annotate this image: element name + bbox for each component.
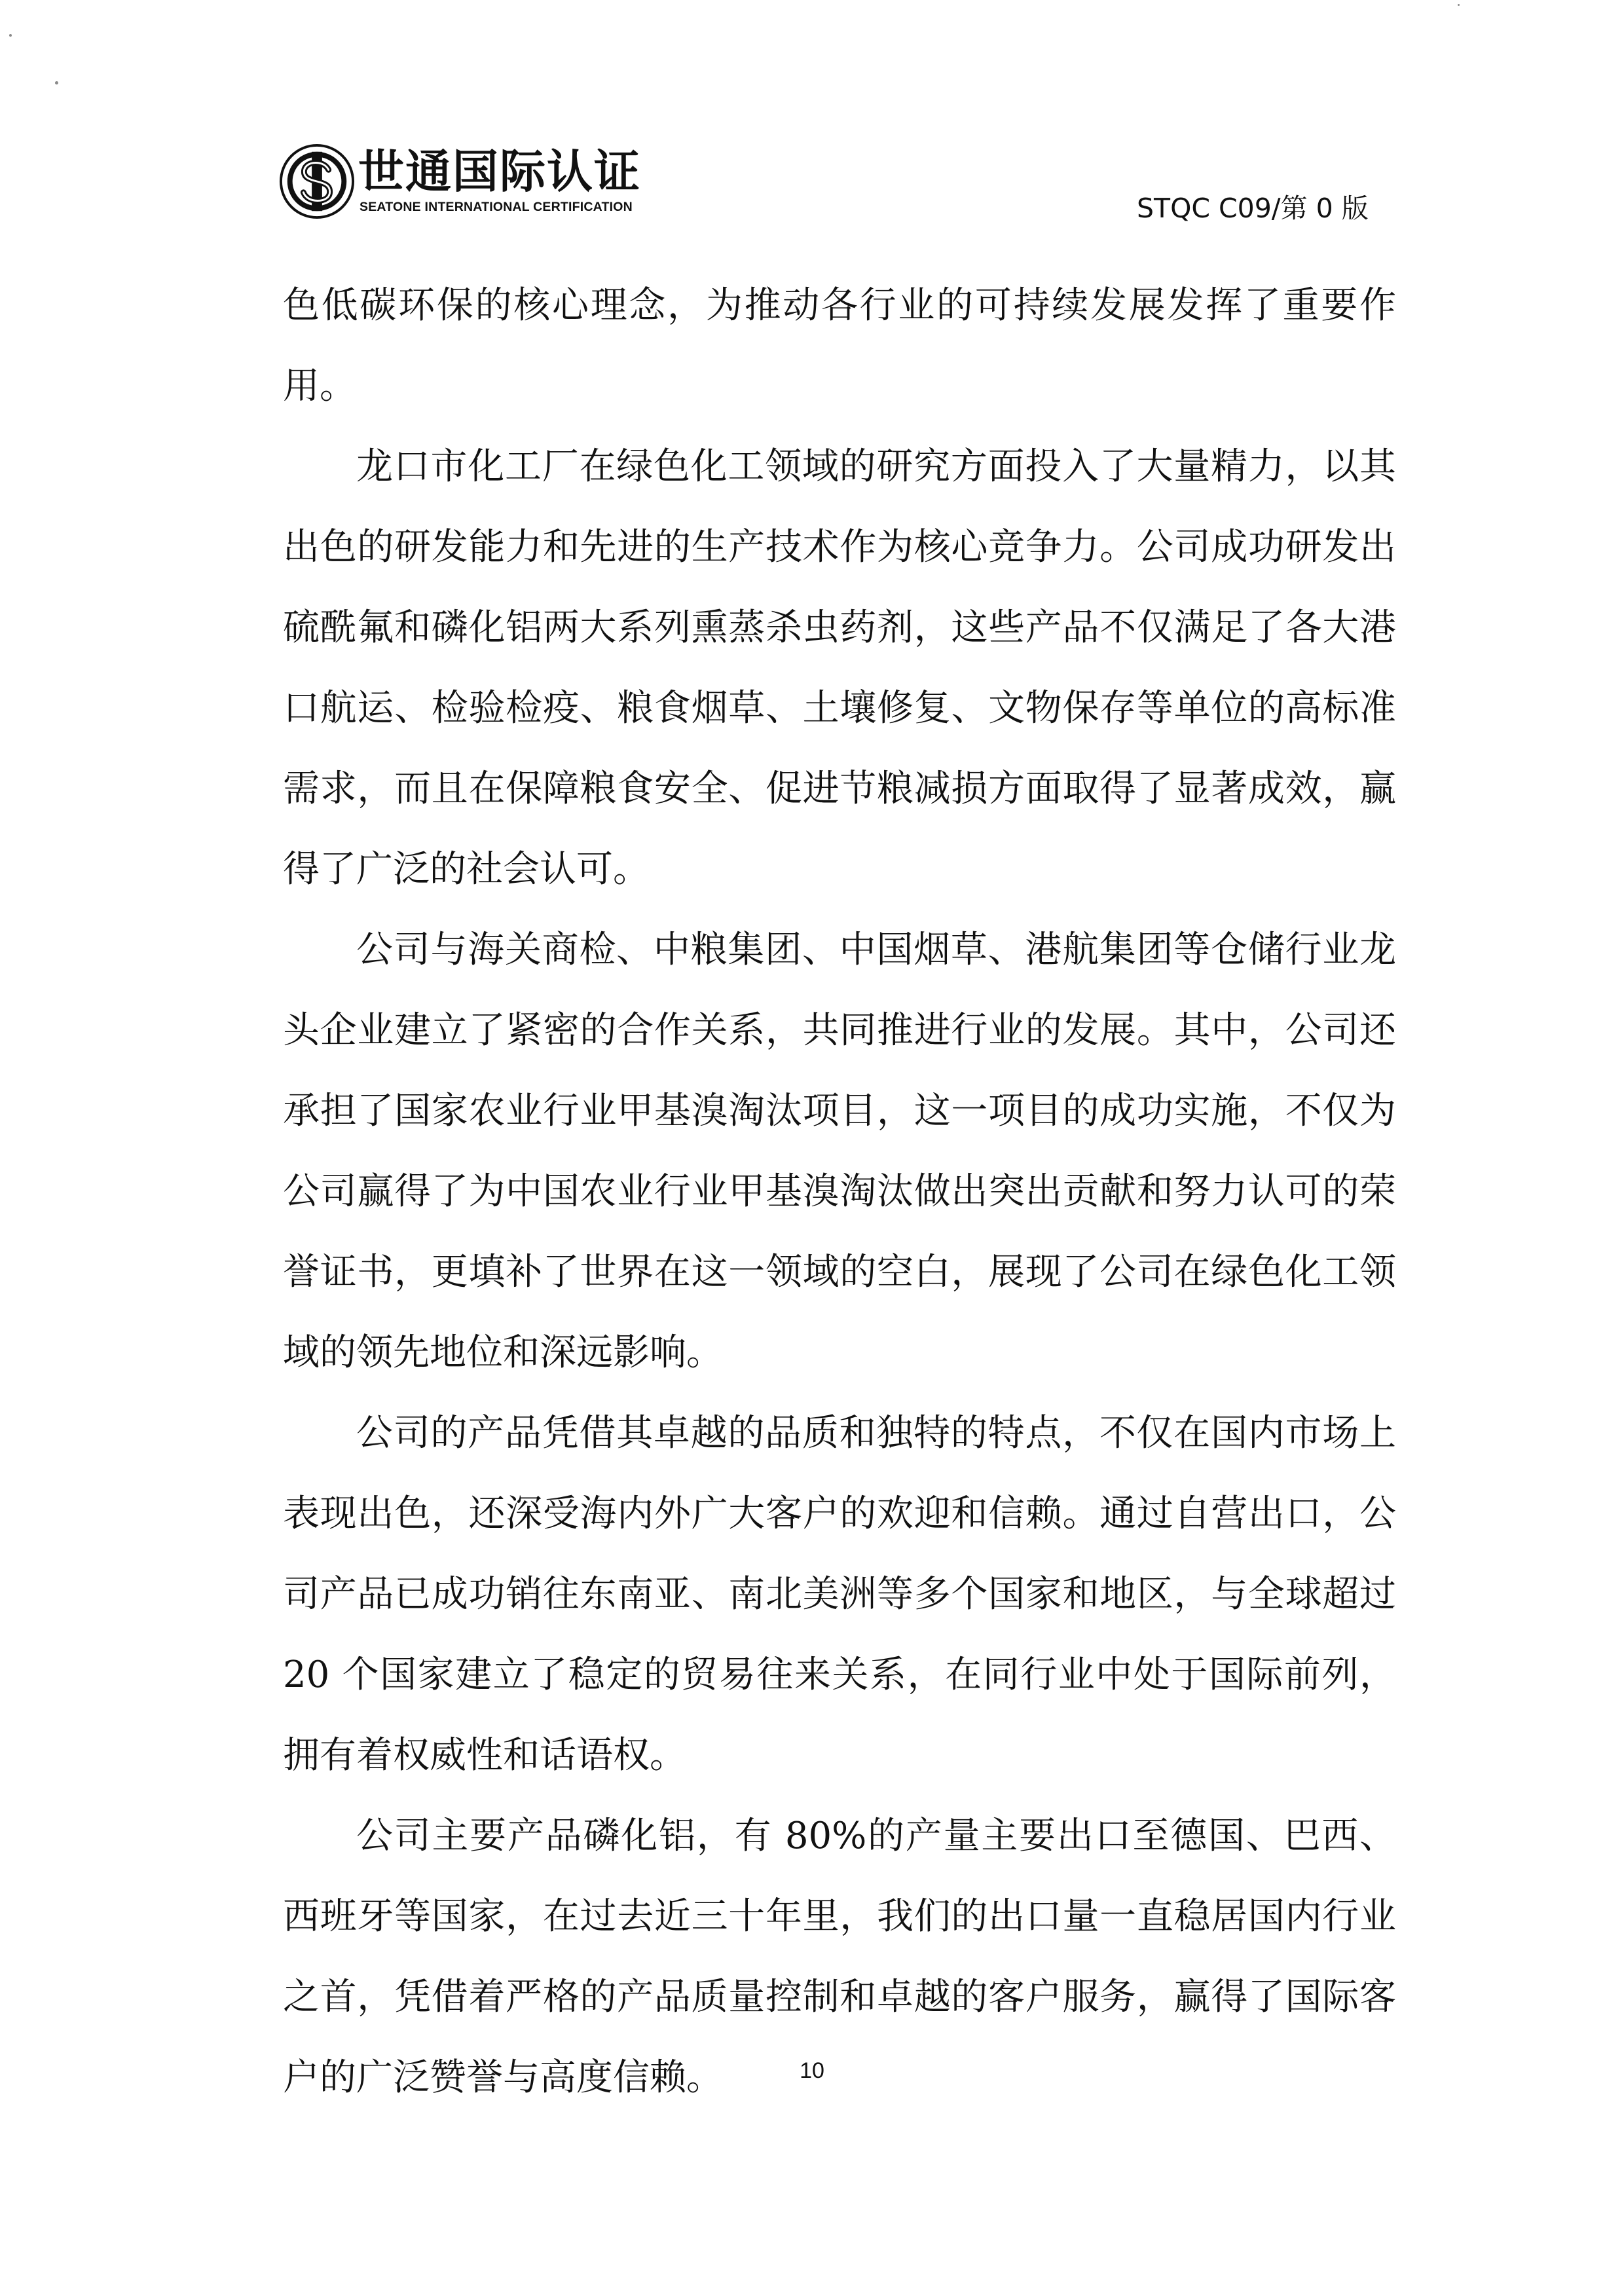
paragraph-2: 龙口市化工厂在绿色化工领域的研究方面投入了大量精力，以其出色的研发能力和先进的生产技术作为核心竞争力。公司成功研发出硫酰氟和磷化铝两大系列熏蒸杀虫药剂，这些产品不仅满足了各大港口航运、检验检疫、粮食烟草、土壤修复、文物保存等单位的高标准需求，而且在保障粮食安全、促进节粮减损方面取得了显著成效，赢得了广泛的社会认可。	[283, 445, 1396, 891]
company-logo	[278, 143, 641, 221]
paragraph-1: 色低碳环保的核心理念，为推动各行业的可持续发展发挥了重要作用。	[283, 284, 1396, 407]
paragraph-5: 公司主要产品磷化铝，有 80%的产量主要出口至德国、巴西、西班牙等国家，在过去近三十年里，我们的出口量一直稳居国内行业之首，凭借着严格的产品质量控制和卓越的客户服务，赢得了国际客户的广泛赞誉与高度信赖。	[283, 1815, 1396, 2099]
seatone-s-seal-icon	[278, 143, 356, 220]
scan-speck	[9, 34, 12, 37]
scan-speck	[55, 81, 58, 84]
paragraph-3: 公司与海关商检、中粮集团、中国烟草、港航集团等仓储行业龙头企业建立了紧密的合作关系，共同推进行业的发展。其中，公司还承担了国家农业行业甲基溴淘汰项目，这一项目的成功实施，不仅为公司赢得了为中国农业行业甲基溴淘汰做出突出贡献和努力认可的荣誉证书，更填补了世界在这一领域的空白，展现了公司在绿色化工领域的领先地位和深远影响。	[283, 929, 1396, 1374]
document-body	[283, 265, 1396, 2118]
paragraph-4: 公司的产品凭借其卓越的品质和独特的特点，不仅在国内市场上表现出色，还深受海内外广大客户的欢迎和信赖。通过自营出口，公司产品已成功销往东南亚、南北美洲等多个国家和地区，与全球超过 20 个国家建立了稳定的贸易往来关系，在同行业中处于国际前列，拥有着权威性和话语权。	[283, 1412, 1396, 1777]
logo-chinese-name: 世通国际认证	[358, 145, 641, 198]
page-number: 10	[800, 2058, 824, 2083]
document-code: STQC C09/第 0 版	[1137, 193, 1369, 224]
scan-speck	[1458, 4, 1460, 6]
logo-english-name: SEATONE INTERNATIONAL CERTIFICATION	[360, 200, 633, 214]
